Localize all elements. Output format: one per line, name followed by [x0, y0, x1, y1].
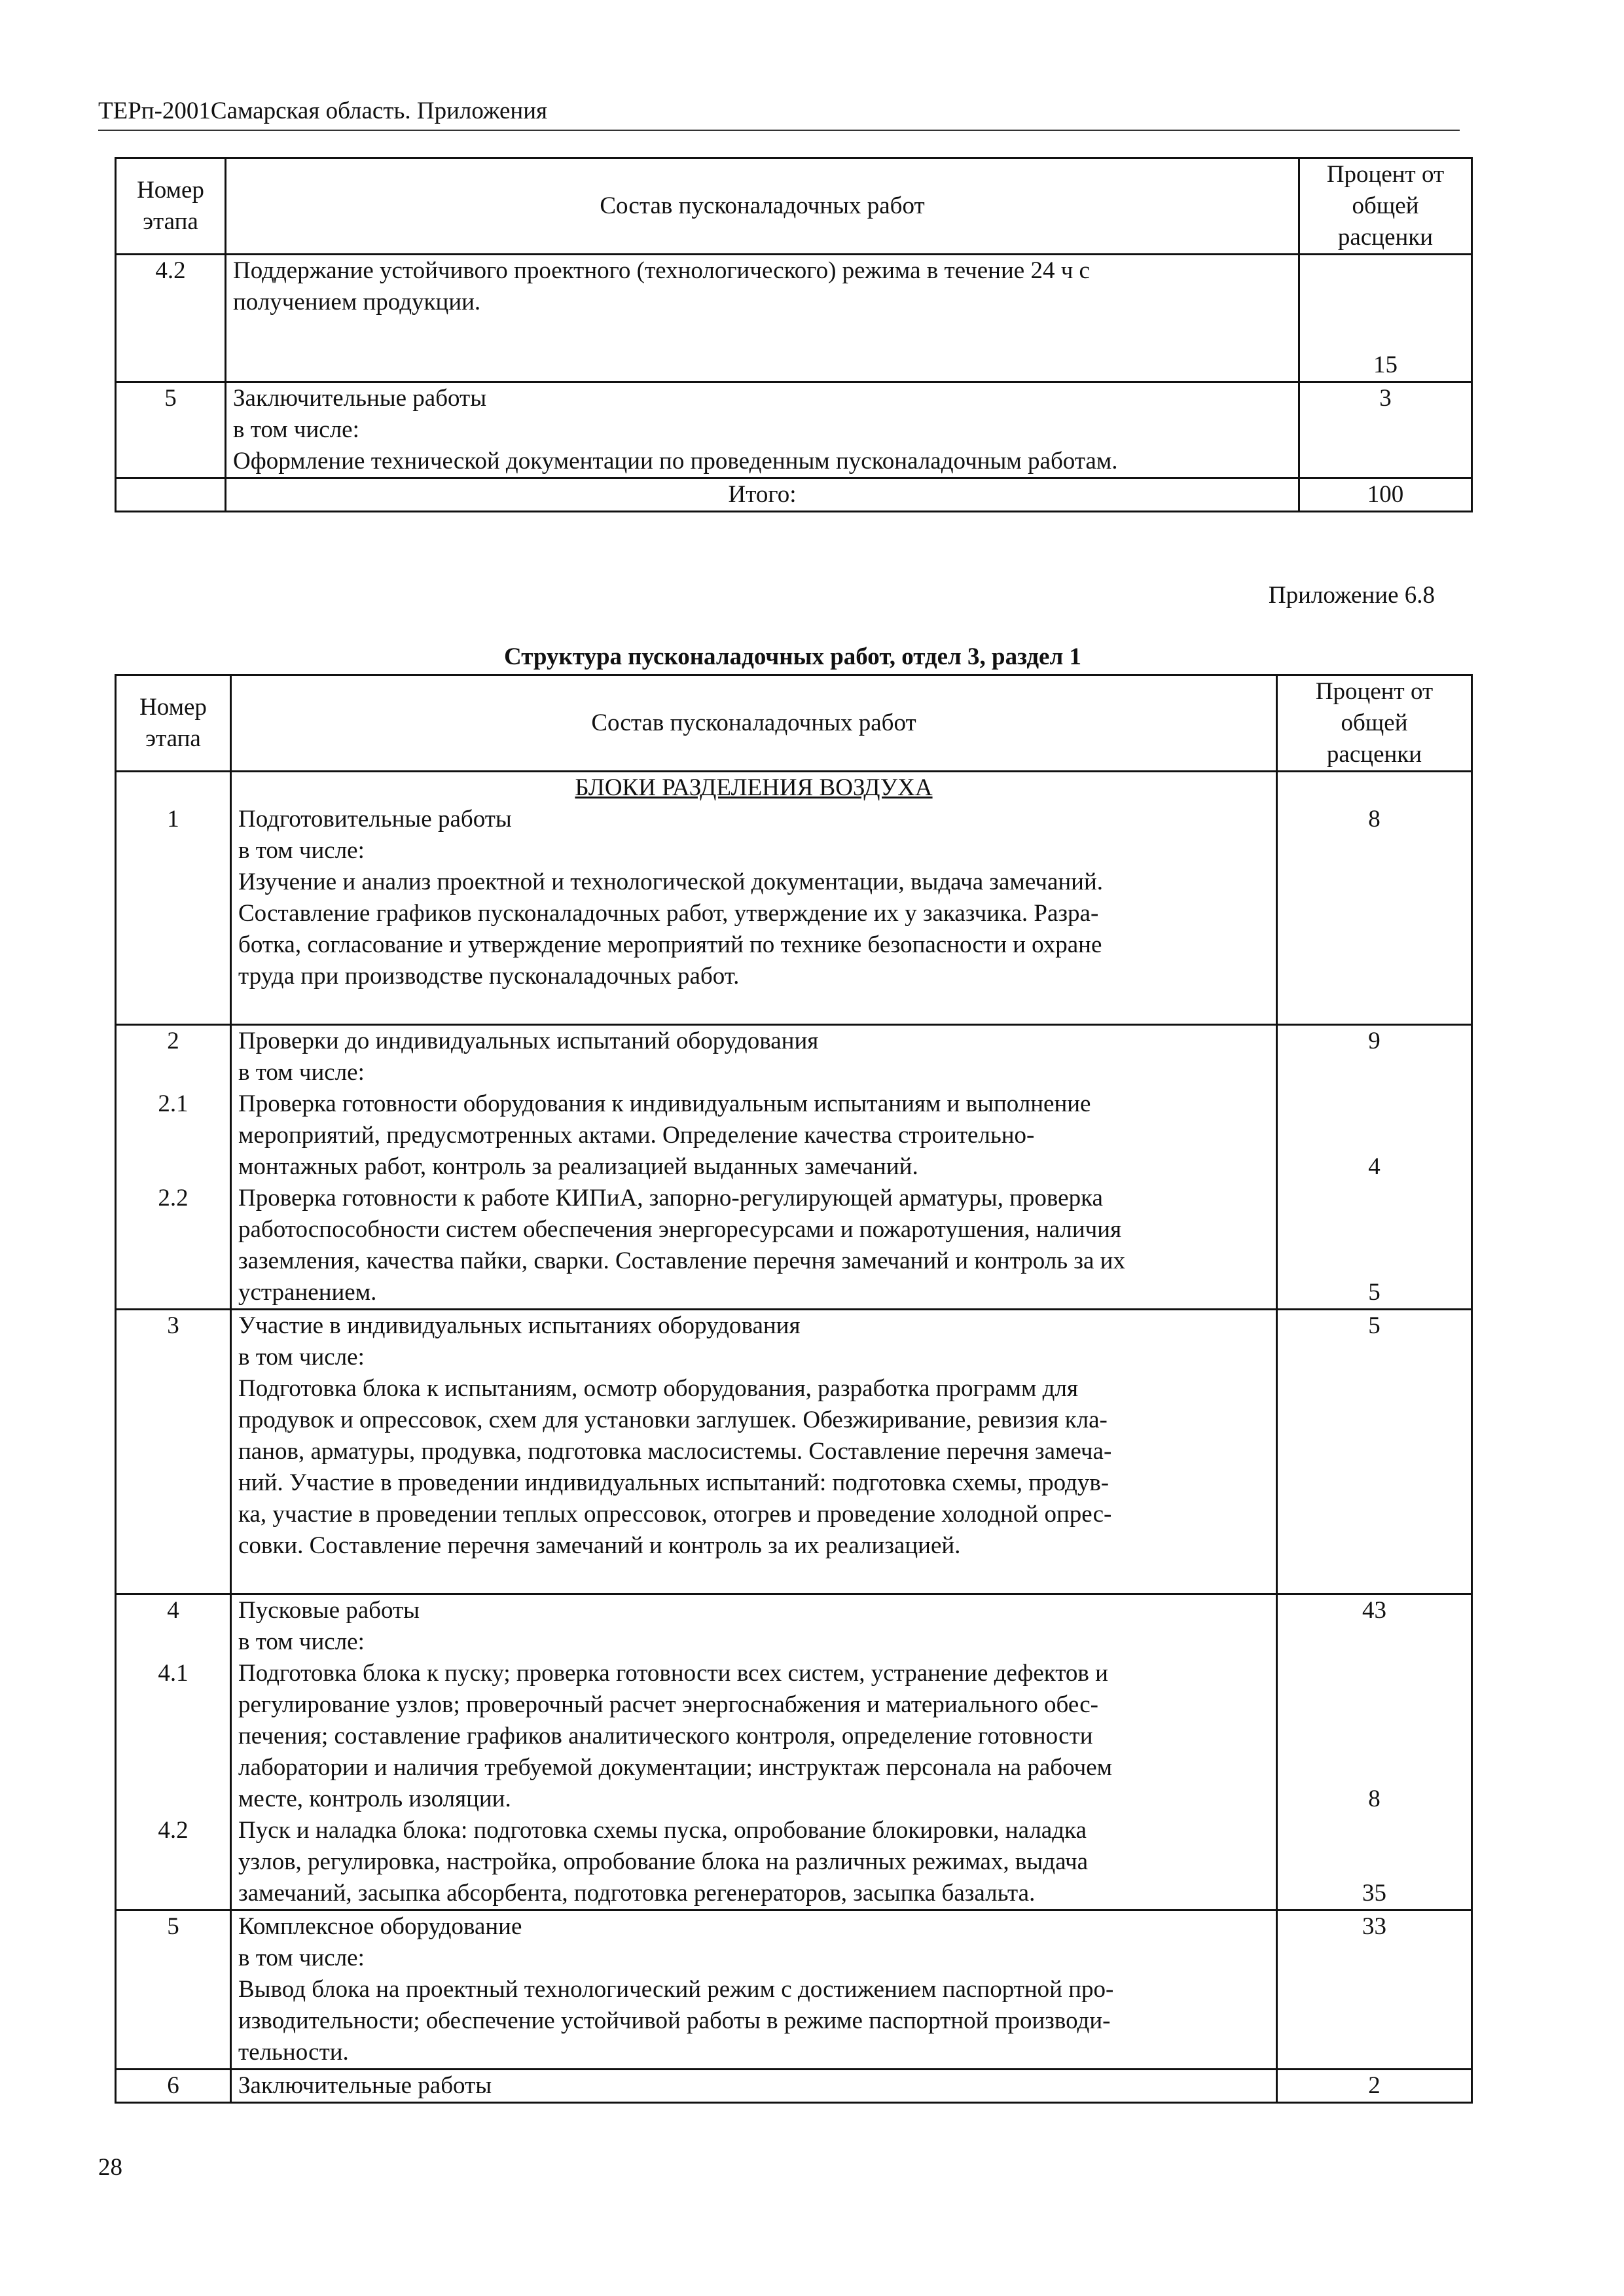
percent-cell	[1277, 1910, 1472, 2070]
stage-number	[123, 1120, 223, 1151]
table-row	[116, 1310, 1472, 1594]
stage-number	[123, 1752, 223, 1784]
percent-value	[1284, 992, 1464, 1024]
description-line: замечаний, засыпка абсорбента, подготовка регенераторов, засыпка базальта.	[238, 1880, 1036, 1907]
percent-value: 5	[1368, 1312, 1380, 1339]
work-structure-table-continued	[115, 157, 1473, 512]
percent-cell	[1277, 772, 1472, 1025]
stage-number: 4.2	[158, 1817, 189, 1844]
stage-number: 5	[167, 1913, 179, 1940]
percent-cell	[1277, 1594, 1472, 1910]
work-description-cell	[231, 1594, 1277, 1910]
stage-number	[123, 1246, 223, 1277]
column-header-percent	[1277, 675, 1472, 772]
total-row	[116, 478, 1472, 512]
percent-value	[1284, 1658, 1464, 1689]
description-line: Участие в индивидуальных испытаниях оборудования	[238, 1312, 801, 1339]
header-line: расценки	[1337, 224, 1434, 251]
description-line: Комплексное оборудование	[238, 1913, 522, 1940]
description-line: продувок и опрессовок, схем для установки заглушек. Обезжиривание, ревизия кла-	[238, 1407, 1108, 1433]
description-line: Составление графиков пусконаладочных работ, утверждение их у заказчика. Разра-	[238, 900, 1099, 927]
stage-number-cell	[116, 382, 226, 478]
table-body	[116, 772, 1472, 2103]
stage-number	[123, 350, 218, 381]
work-description-cell	[231, 2070, 1277, 2103]
stage-number	[123, 1373, 223, 1405]
percent-value	[1284, 1846, 1464, 1878]
stage-number: 6	[167, 2072, 179, 2099]
percent-value	[1284, 1436, 1464, 1467]
stage-number: 4.1	[158, 1660, 189, 1687]
percent-value	[1284, 1815, 1464, 1846]
percent-value	[1284, 2005, 1464, 2037]
column-header-work-content: Состав пусконаладочных работ	[231, 675, 1277, 772]
percent-value: 5	[1368, 1279, 1380, 1306]
stage-number	[123, 1467, 223, 1499]
percent-value: 33	[1362, 1913, 1386, 1940]
column-header-stage-number	[116, 158, 226, 255]
description-line: монтажных работ, контроль за реализацией выданных замечаний.	[238, 1153, 918, 1180]
table-header-row	[116, 158, 1472, 255]
description-line	[233, 350, 1291, 381]
description-line: лаборатории и наличия требуемой документации; инструктаж персонала на рабочем	[238, 1754, 1113, 1781]
description-line: в том числе:	[238, 1059, 365, 1086]
stage-number-cell	[116, 772, 231, 1025]
header-line: Процент от	[1315, 678, 1434, 705]
description-line: в том числе:	[238, 1945, 365, 1971]
percent-value: 4	[1368, 1153, 1380, 1180]
stage-number	[123, 1943, 223, 1974]
description-line: ка, участие в проведении теплых опрессовок, отогрев и проведение холодной опрес-	[238, 1501, 1112, 1528]
description-line: труда при производстве пусконаладочных работ.	[238, 963, 740, 990]
percent-cell	[1277, 2070, 1472, 2103]
header-line: этапа	[143, 208, 198, 235]
percent-value: 15	[1373, 351, 1398, 378]
stage-number	[123, 2037, 223, 2068]
percent-cell	[1277, 1025, 1472, 1310]
stage-number	[123, 1151, 223, 1183]
header-line: расценки	[1326, 741, 1422, 768]
stage-number	[123, 1721, 223, 1752]
spacer	[1284, 772, 1464, 804]
header-divider	[98, 130, 1460, 131]
percent-value	[1284, 1057, 1464, 1088]
header-line: Номер	[139, 694, 207, 721]
description-line: Подготовка блока к пуску; проверка готовности всех систем, устранение дефектов и	[238, 1660, 1108, 1687]
percent-value	[1284, 961, 1464, 992]
stage-number	[123, 992, 223, 1024]
work-description-cell	[231, 772, 1277, 1025]
description-line: Пусковые работы	[238, 1597, 420, 1624]
percent-value	[1307, 255, 1464, 287]
total-row-empty-cell	[116, 478, 226, 512]
stage-number	[123, 318, 218, 350]
description-line: Заключительные работы	[233, 385, 487, 412]
percent-value	[1284, 1530, 1464, 1562]
stage-number-cell	[116, 1310, 231, 1594]
description-line: устранением.	[238, 1279, 377, 1306]
percent-value	[1307, 446, 1464, 477]
description-line: Проверки до индивидуальных испытаний оборудования	[238, 1028, 819, 1054]
stage-number	[123, 898, 223, 929]
table-row	[116, 1594, 1472, 1910]
table-header-row	[116, 675, 1472, 772]
stage-number	[123, 1784, 223, 1815]
description-line: Вывод блока на проектный технологический режим с достижением паспортной про-	[238, 1976, 1114, 2003]
percent-value	[1284, 1214, 1464, 1246]
description-line: мероприятий, предусмотренных актами. Определение качества строительно-	[238, 1122, 1035, 1149]
percent-value: 43	[1362, 1597, 1386, 1624]
stage-number	[123, 1057, 223, 1088]
percent-value	[1307, 414, 1464, 446]
percent-value: 8	[1368, 1785, 1380, 1812]
work-description-cell	[231, 1310, 1277, 1594]
stage-number-cell	[116, 1594, 231, 1910]
description-line: в том числе:	[233, 416, 359, 443]
stage-number	[123, 835, 223, 867]
description-line: Подготовка блока к испытаниям, осмотр оборудования, разработка программ для	[238, 1375, 1078, 1402]
percent-value	[1284, 1974, 1464, 2005]
percent-value	[1284, 1752, 1464, 1784]
description-line	[238, 992, 1269, 1024]
description-line: заземления, качества пайки, сварки. Составление перечня замечаний и контроль за их	[238, 1247, 1125, 1274]
description-line: Заключительные работы	[238, 2072, 492, 2099]
percent-value	[1284, 1562, 1464, 1593]
header-line: общей	[1352, 192, 1419, 219]
description-line: Подготовительные работы	[238, 806, 512, 833]
percent-value	[1284, 1721, 1464, 1752]
stage-number: 4	[167, 1597, 179, 1624]
stage-number	[123, 929, 223, 961]
description-line: узлов, регулировка, настройка, опробование блока на различных режимах, выдача	[238, 1848, 1089, 1875]
table-row	[116, 255, 1472, 382]
percent-value	[1307, 318, 1464, 350]
description-line: Поддержание устойчивого проектного (технологического) режима в течение 24 ч с	[233, 257, 1090, 284]
stage-number	[123, 1342, 223, 1373]
work-description-cell	[226, 382, 1299, 478]
percent-value	[1284, 2037, 1464, 2068]
appendix-label: Приложение 6.8	[1268, 582, 1435, 609]
header-line: общей	[1341, 709, 1408, 736]
stage-number	[123, 446, 218, 477]
percent-value	[1284, 898, 1464, 929]
percent-value	[1307, 287, 1464, 318]
stage-number	[123, 287, 218, 318]
description-line: изводительности; обеспечение устойчивой работы в режиме паспортной производи-	[238, 2007, 1111, 2034]
percent-value	[1284, 1405, 1464, 1436]
description-line: ний. Участие в проведении индивидуальных испытаний: подготовка схемы, продув-	[238, 1469, 1110, 1496]
total-value: 100	[1299, 478, 1472, 512]
description-line: Проверка готовности оборудования к индивидуальным испытаниям и выполнение	[238, 1090, 1091, 1117]
description-line: панов, арматуры, продувка, подготовка маслосистемы. Составление перечня замеча-	[238, 1438, 1112, 1465]
percent-value	[1284, 1626, 1464, 1658]
description-line: регулирование узлов; проверочный расчет энергоснабжения и материального обес-	[238, 1691, 1098, 1718]
stage-number	[123, 1214, 223, 1246]
description-line	[233, 318, 1291, 350]
stage-number	[123, 1878, 223, 1909]
stage-number: 5	[164, 385, 177, 412]
table-row	[116, 2070, 1472, 2103]
description-line: печения; составление графиков аналитического контроля, определение готовности	[238, 1723, 1093, 1749]
stage-number	[123, 867, 223, 898]
percent-value	[1284, 1246, 1464, 1277]
section-title: БЛОКИ РАЗДЕЛЕНИЯ ВОЗДУХА	[575, 774, 933, 801]
percent-value: 2	[1368, 2072, 1380, 2099]
stage-number-cell	[116, 255, 226, 382]
page-number: 28	[98, 2154, 122, 2181]
percent-value	[1284, 1183, 1464, 1214]
table-row	[116, 1910, 1472, 2070]
percent-value	[1284, 1467, 1464, 1499]
column-header-percent	[1299, 158, 1472, 255]
stage-number	[123, 2005, 223, 2037]
work-structure-table	[115, 674, 1473, 2104]
stage-number	[123, 1499, 223, 1530]
stage-number	[123, 1277, 223, 1308]
stage-number: 2	[167, 1028, 179, 1054]
stage-number	[123, 1846, 223, 1878]
description-line: Изучение и анализ проектной и технологической документации, выдача замечаний.	[238, 869, 1104, 895]
description-line: работоспособности систем обеспечения энергоресурсами и пожаротушения, наличия	[238, 1216, 1122, 1243]
description-line: месте, контроль изоляции.	[238, 1785, 511, 1812]
stage-number	[123, 1436, 223, 1467]
column-header-stage-number	[116, 675, 231, 772]
percent-value	[1284, 929, 1464, 961]
percent-value	[1284, 1120, 1464, 1151]
stage-number	[123, 1626, 223, 1658]
description-line: ботка, согласование и утверждение мероприятий по технике безопасности и охране	[238, 931, 1102, 958]
stage-number: 4.2	[155, 257, 186, 284]
percent-value	[1284, 1342, 1464, 1373]
work-description-cell	[226, 255, 1299, 382]
percent-value	[1284, 1088, 1464, 1120]
percent-cell	[1299, 255, 1472, 382]
percent-value	[1284, 835, 1464, 867]
column-header-work-content: Состав пусконаладочных работ	[226, 158, 1299, 255]
percent-value	[1284, 1499, 1464, 1530]
stage-number	[123, 1689, 223, 1721]
percent-cell	[1277, 1310, 1472, 1594]
percent-value: 3	[1379, 385, 1392, 412]
description-line: тельности.	[238, 2039, 349, 2066]
stage-number-cell	[116, 2070, 231, 2103]
percent-value	[1284, 1943, 1464, 1974]
percent-value	[1284, 1373, 1464, 1405]
table-row	[116, 1025, 1472, 1310]
description-line: совки. Составление перечня замечаний и контроль за их реализацией.	[238, 1532, 961, 1559]
table-row	[116, 772, 1472, 1025]
running-header: ТЕРп-2001Самарская область. Приложения	[98, 98, 548, 124]
stage-number	[123, 1974, 223, 2005]
stage-number	[123, 961, 223, 992]
stage-number	[123, 1530, 223, 1562]
percent-value: 8	[1368, 806, 1380, 833]
description-line: в том числе:	[238, 1628, 365, 1655]
spacer	[123, 772, 223, 804]
table-title: Структура пусконаладочных работ, отдел 3, раздел 1	[504, 643, 1081, 670]
stage-number: 1	[167, 806, 179, 833]
description-line: Пуск и наладка блока: подготовка схемы пуска, опробование блокировки, наладка	[238, 1817, 1087, 1844]
work-description-cell	[231, 1910, 1277, 2070]
stage-number	[123, 1405, 223, 1436]
stage-number: 2.2	[158, 1185, 189, 1211]
description-line: получением продукции.	[233, 289, 481, 315]
stage-number: 2.1	[158, 1090, 189, 1117]
header-line: Процент от	[1326, 161, 1445, 188]
stage-number-cell	[116, 1910, 231, 2070]
stage-number	[123, 414, 218, 446]
table-body	[116, 255, 1472, 478]
description-line: в том числе:	[238, 1344, 365, 1371]
percent-cell	[1299, 382, 1472, 478]
percent-value: 35	[1362, 1880, 1386, 1907]
description-line: Оформление технической документации по проведенным пусконаладочным работам.	[233, 448, 1118, 475]
stage-number: 3	[167, 1312, 179, 1339]
percent-value	[1284, 1689, 1464, 1721]
percent-value: 9	[1368, 1028, 1380, 1054]
table-row	[116, 382, 1472, 478]
description-line: Проверка готовности к работе КИПиА, запорно-регулирующей арматуры, проверка	[238, 1185, 1103, 1211]
description-line	[238, 1562, 1269, 1593]
total-label: Итого:	[226, 478, 1299, 512]
header-line: этапа	[145, 725, 201, 752]
description-line: в том числе:	[238, 837, 365, 864]
stage-number-cell	[116, 1025, 231, 1310]
percent-value	[1284, 867, 1464, 898]
work-description-cell	[231, 1025, 1277, 1310]
stage-number	[123, 1562, 223, 1593]
header-line: Номер	[137, 177, 204, 204]
